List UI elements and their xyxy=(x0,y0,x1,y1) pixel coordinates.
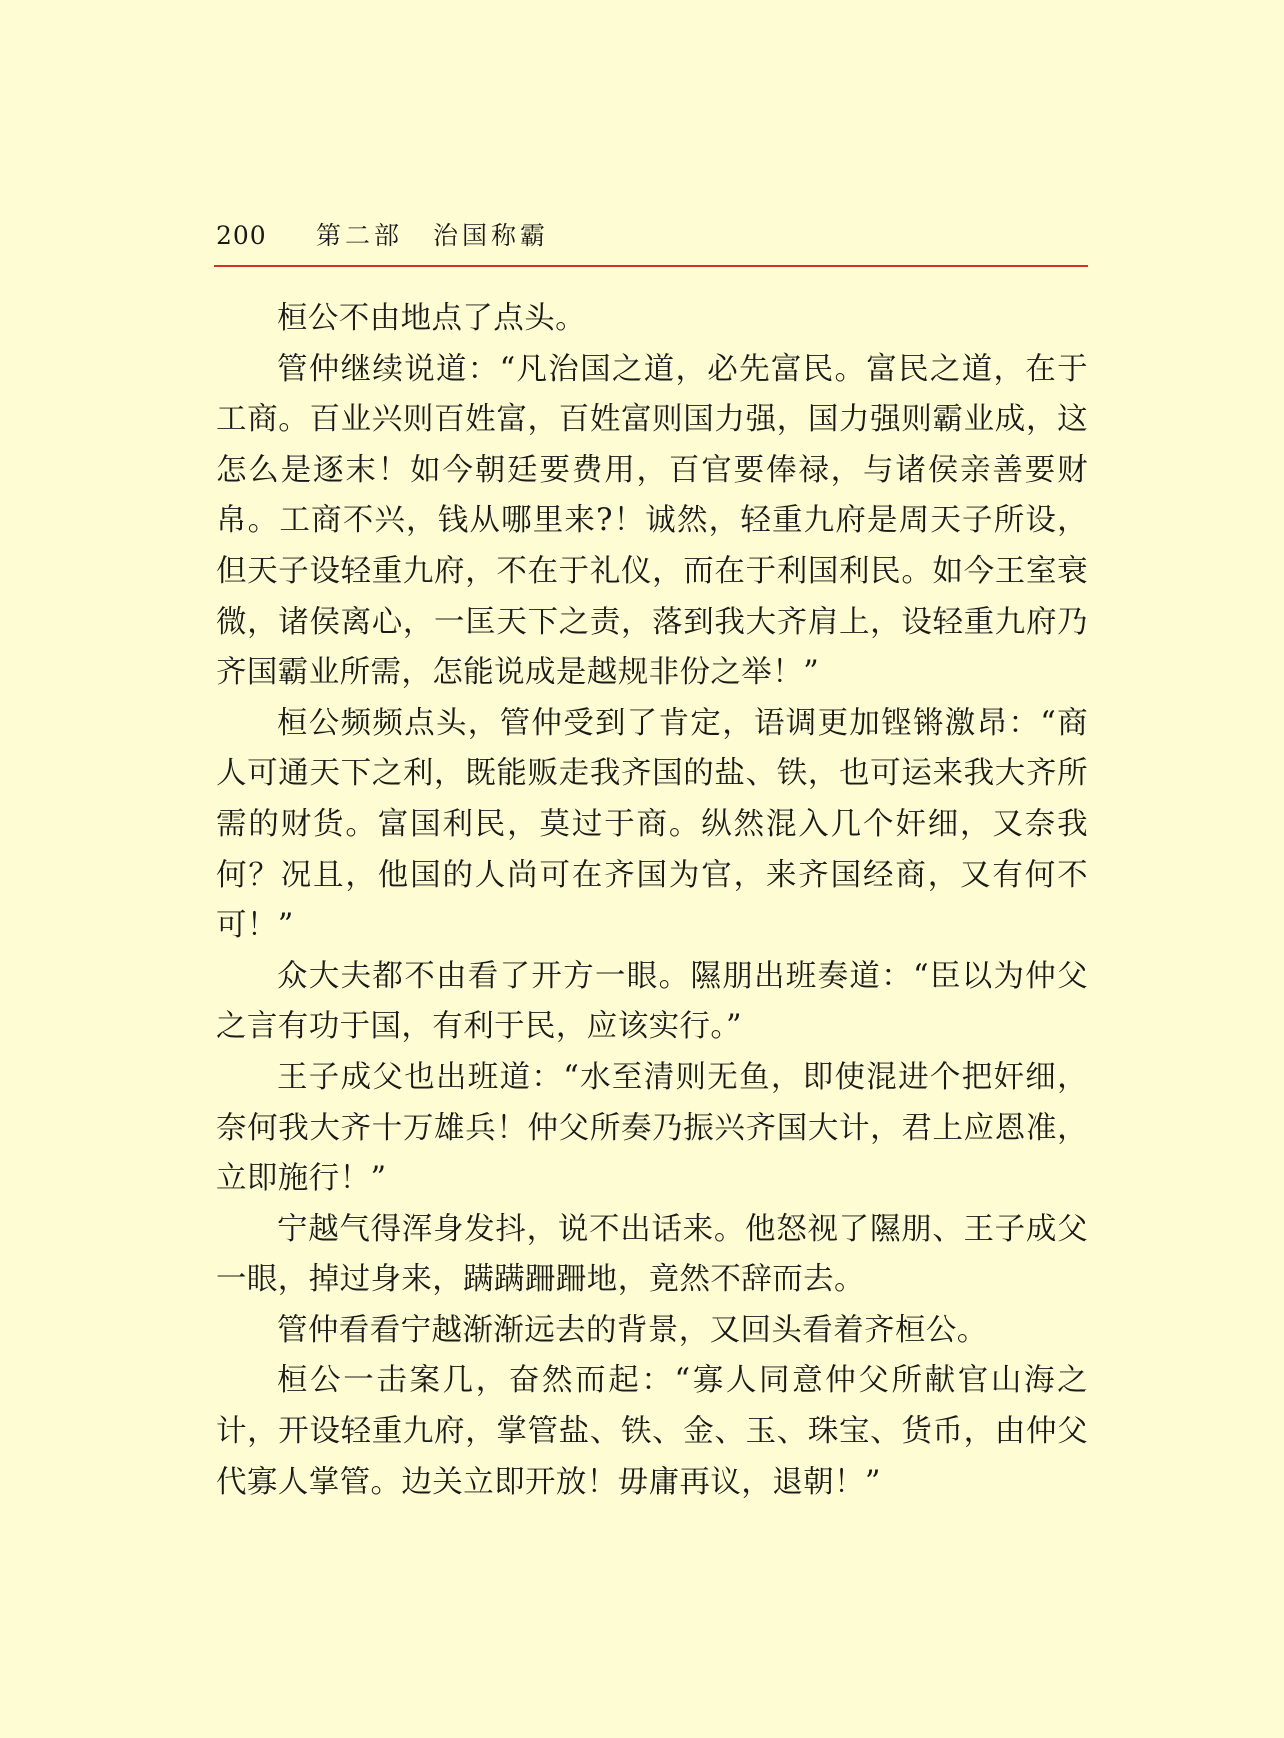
paragraph: 桓公频频点头，管仲受到了肯定，语调更加铿锵激昂：“商人可通天下之利，既能贩走我齐国的盐、铁，也可运来我大齐所需的财货。富国利民，莫过于商。纵然混入几个奸细，又奈我何？况且，他国的人尚可在齐国为官，来齐国经商，又有何不可！” xyxy=(216,705,1088,944)
paragraph: 众大夫都不由看了开方一眼。隰朋出班奏道：“臣以为仲父之言有功于国，有利于民，应该实行。” xyxy=(216,958,1088,1045)
running-head xyxy=(216,216,1088,256)
paragraph: 管仲看看宁越渐渐远去的背景，又回头看着齐桓公。 xyxy=(277,1312,988,1348)
paragraph: 管仲继续说道：“凡治国之道，必先富民。富民之道，在于工商。百业兴则百姓富，百姓富则国力强，国力强则霸业成，这怎么是逐末！如今朝廷要费用，百官要俸禄，与诸侯亲善要财帛。工商不兴，钱从哪里来?！诚然，轻重九府是周天子所设，但天子设轻重九府，不在于礼仪，而在于利国利民。如今王室衰微，诸侯离心，一匡天下之责，落到我大齐肩上，设轻重九府乃齐国霸业所需，怎能说成是越规非份之举！” xyxy=(216,351,1088,691)
page-number: 200 xyxy=(216,221,267,250)
body-text xyxy=(216,294,1088,1508)
paragraph: 王子成父也出班道：“水至清则无鱼，即使混进个把奸细，奈何我大齐十万雄兵！仲父所奏乃振兴齐国大计，君上应恩准，立即施行！” xyxy=(216,1059,1088,1197)
chapter-title: 治国称霸 xyxy=(433,221,550,250)
paragraph: 桓公不由地点了点头。 xyxy=(277,301,586,336)
paragraph: 桓公一击案几，奋然而起：“寡人同意仲父所献官山海之计，开设轻重九府，掌管盐、铁、金、玉、珠宝、货币，由仲父代寡人掌管。边关立即开放！毋庸再议，退朝！” xyxy=(216,1363,1088,1500)
part-title: 第二部 xyxy=(316,221,404,250)
paragraph: 宁越气得浑身发抖，说不出话来。他怒视了隰朋、王子成父一眼，掉过身来，蹒蹒跚跚地，竟然不辞而去。 xyxy=(216,1211,1088,1298)
header-rule xyxy=(214,265,1088,267)
